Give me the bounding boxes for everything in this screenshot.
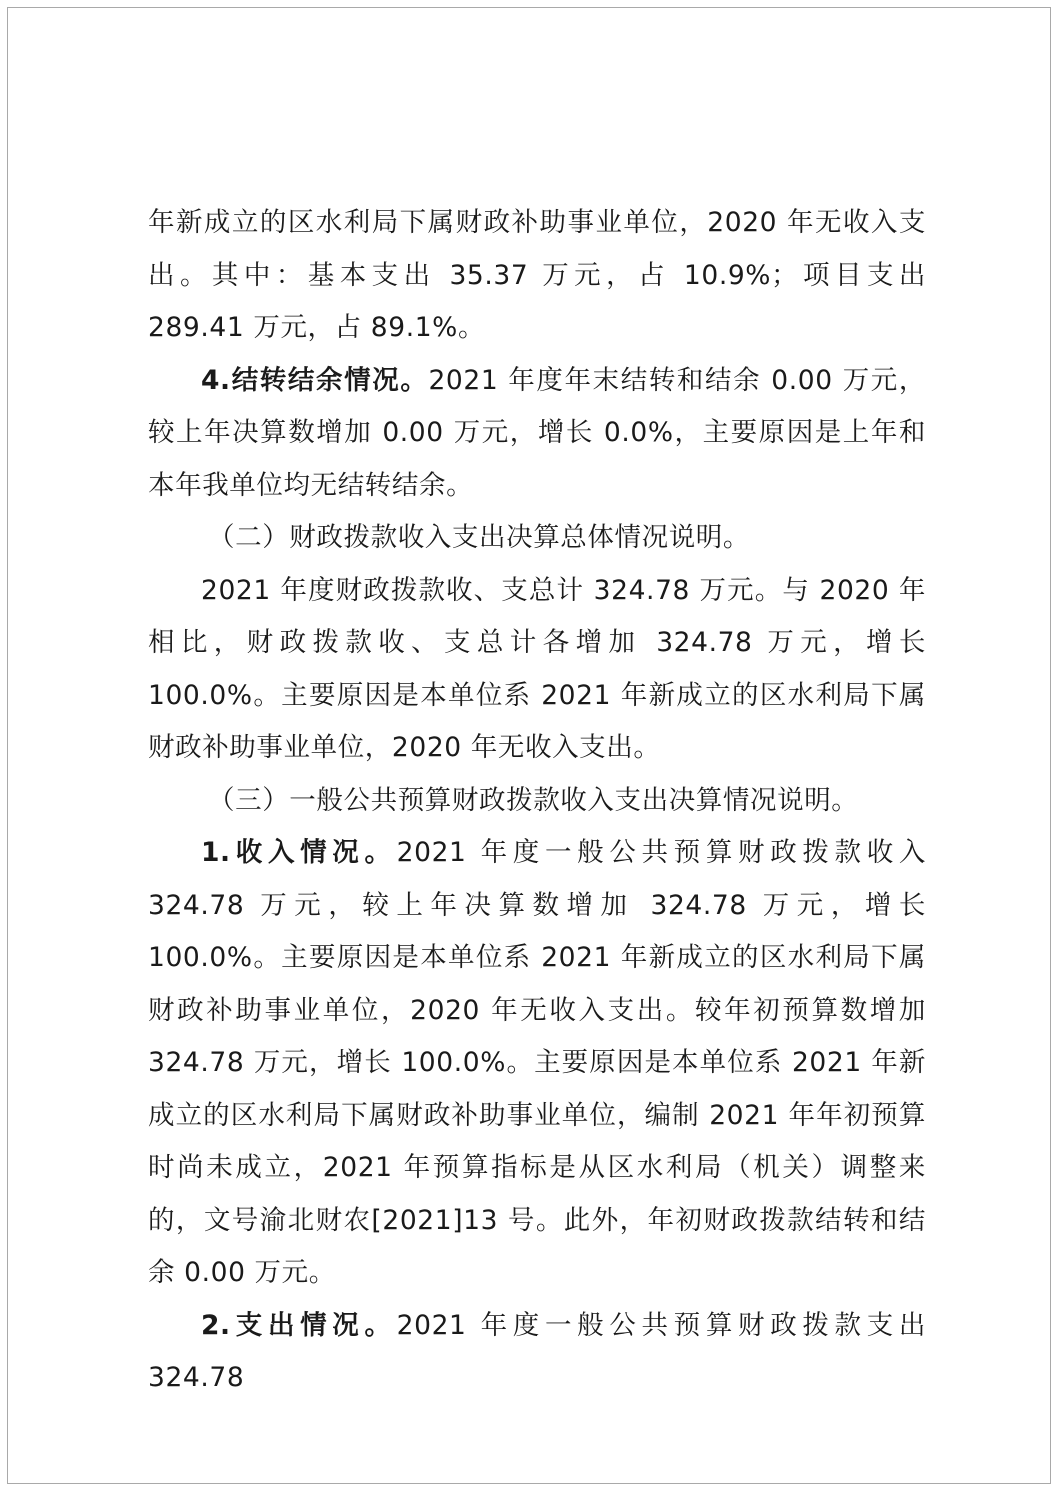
paragraph-continuation [148, 197, 926, 355]
document-body [148, 197, 926, 1405]
paragraph-carryover [148, 355, 926, 513]
paragraph-fiscal-total [148, 565, 926, 775]
paragraph-text: 2021 年度财政拨款收、支总计 324.78 万元。与 2020 年相比，财政拨款收、支总计各增加 324.78 万元，增长 100.0%。主要原因是本单位系 2021 年新成立的区水利局下属财政补助事业单位，2020 年无收入支出。 [148, 574, 926, 763]
paragraph-lead: 1.收入情况。 [201, 837, 397, 868]
heading-text: （三）一般公共预算财政拨款收入支出决算情况说明。 [208, 784, 859, 816]
paragraph-text: 2021 年度年末结转和结余 0.00 万元，较上年决算数增加 0.00 万元，增长 0.0%，主要原因是上年和本年我单位均无结转结余。 [148, 364, 927, 501]
paragraph-lead: 4.结转结余情况。 [201, 364, 429, 396]
paragraph-text: 2021 年度一般公共预算财政拨款收入 324.78 万元，较上年决算数增加 324.78 万元，增长 100.0%。主要原因是本单位系 2021 年新成立的区水利局下属财政补助事业单位，2020 年无收入支出。较年初预算数增加 324.78 万元，增长 100.0%。主要原因是本单位系 2021 年新成立的区水利局下属财政补助事业单位，编制 2021 年年初预算时尚未成立，2021 年预算指标是从区水利局（机关）调整来的，文号渝北财农[2021]13 号。此外，年初财政拨款结转和结余 0.00 万元。 [148, 837, 926, 1288]
heading-text: （二）财政拨款收入支出决算总体情况说明。 [208, 522, 750, 553]
paragraph-expenditure [148, 1300, 926, 1405]
paragraph-text: 2021 年度一般公共预算财政拨款支出 324.78 [148, 1309, 926, 1393]
section-heading-2 [148, 512, 926, 565]
paragraph-text: 年新成立的区水利局下属财政补助事业单位，2020 年无收入支出。其中：基本支出 35.37 万元，占 10.9%；项目支出 289.41 万元，占 89.1%。 [148, 207, 926, 343]
paragraph-lead: 2.支出情况。 [201, 1309, 397, 1341]
paragraph-income [148, 827, 926, 1300]
section-heading-3 [148, 775, 926, 828]
